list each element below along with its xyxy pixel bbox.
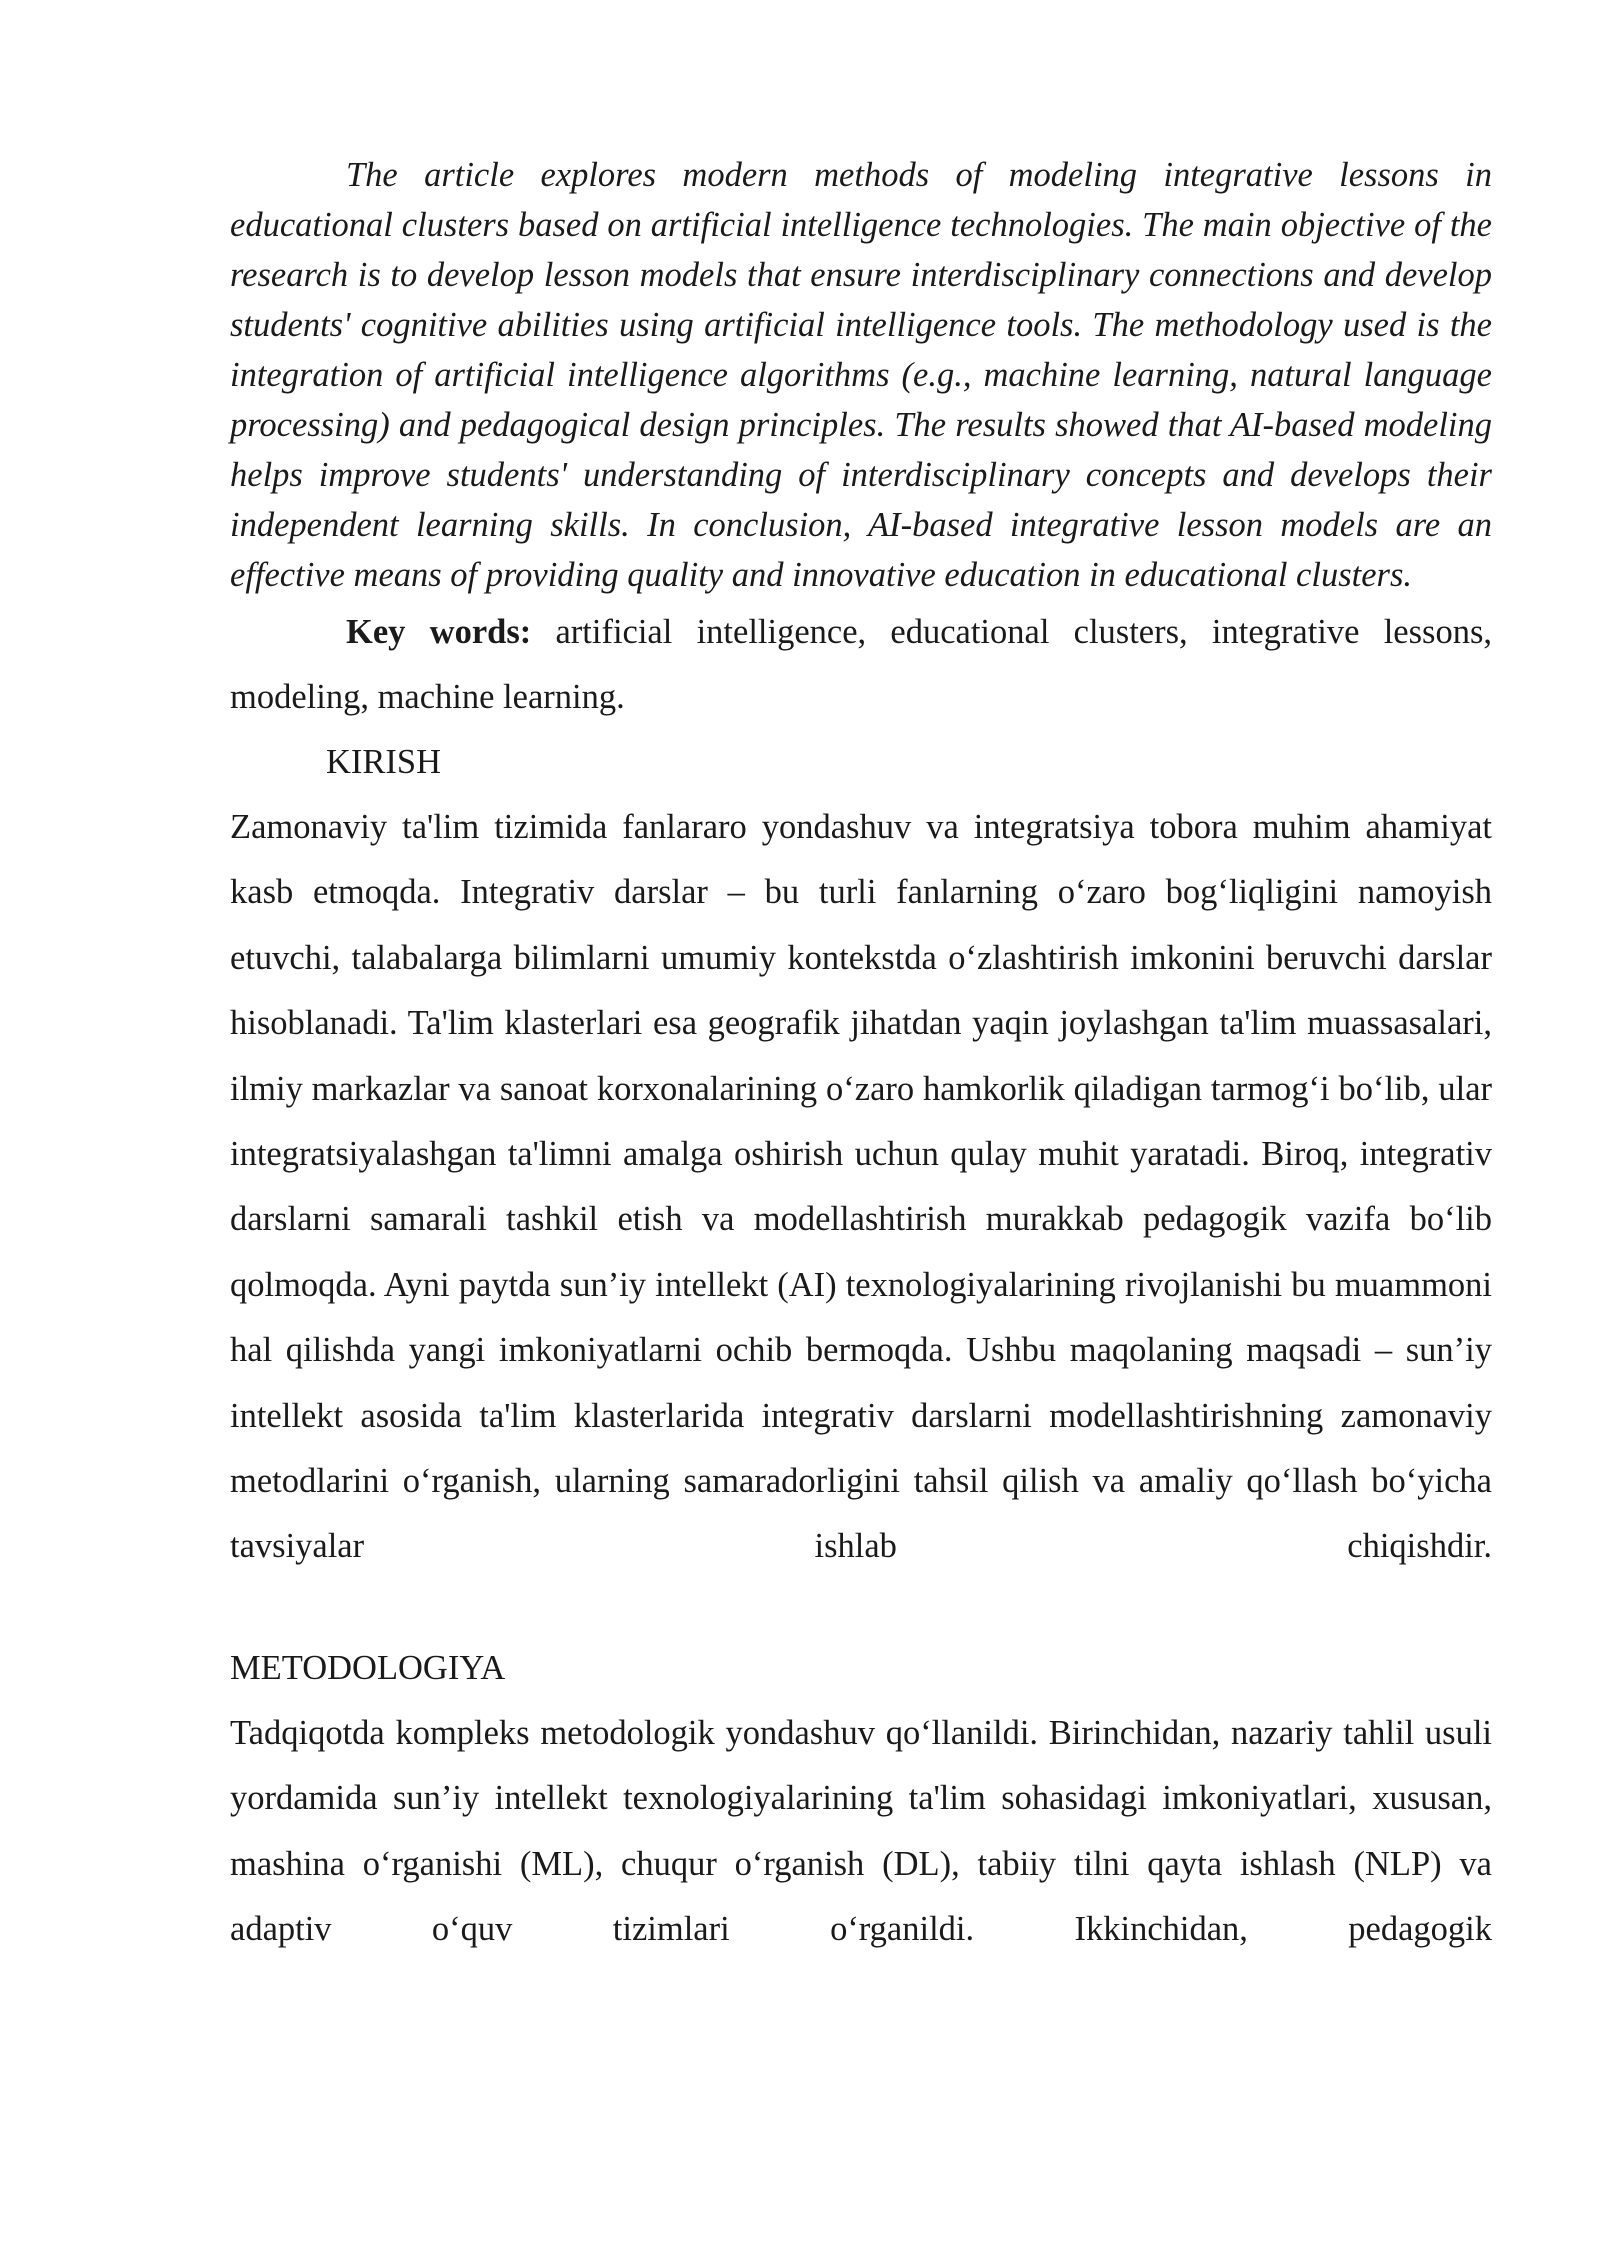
method-paragraph: Tadqiqotda kompleks metodologik yondashuv qo‘llanildi. Birinchidan, nazariy tahlil usuli yordamida sun’iy intellekt texnologiyalarining ta'lim sohasidagi imkoniyatlari, xususan, mashina o‘rganishi (ML), chuqur o‘rganish (DL), tabiiy tilni qayta ishlash (NLP) va adaptiv o‘quv tizimlari o‘rganildi. Ikkinchidan, pedagogik	[230, 1713, 1492, 1949]
keywords-label: Key words:	[346, 613, 532, 651]
section-heading-method: METODOLOGIYA	[230, 1648, 506, 1687]
section-heading-intro: KIRISH	[326, 743, 442, 781]
keywords-text: artificial intelligence, educational clusters, integrative lessons, modeling, machine learning.	[230, 613, 1492, 716]
abstract-paragraph: The article explores modern methods of modeling integrative lessons in educational clusters based on artificial intelligence technologies. The main objective of the research is to develop lesson models that ensure interdisciplinary connections and develop students' cognitive abilities using artificial intelligence tools. The methodology used is the integration of artificial intelligence algorithms (e.g., machine learning, natural language processing) and pedagogical design principles. The results showed that AI-based modeling helps improve students' understanding of interdisciplinary concepts and develops their independent learning skills. In conclusion, AI-based integrative lesson models are an effective means of providing quality and innovative education in educational clusters.	[230, 156, 1492, 594]
keywords-paragraph	[230, 600, 1492, 730]
document-page	[230, 150, 1492, 1963]
intro-paragraph: Zamonaviy ta'lim tizimida fanlararo yondashuv va integratsiya tobora muhim ahamiyat kasb etmoqda. Integrativ darslar – bu turli fanlarning o‘zaro bog‘liqligini namoyish etuvchi, talabalarga bilimlarni umumiy kontekstda o‘zlashtirish imkonini beruvchi darslar hisoblanadi. Ta'lim klasterlari esa geografik jihatdan yaqin joylashgan ta'lim muassasalari, ilmiy markazlar va sanoat korxonalarining o‘zaro hamkorlik qiladigan tarmog‘i bo‘lib, ular integratsiyalashgan ta'limni amalga oshirish uchun qulay muhit yaratadi. Biroq, integrativ darslarni samarali tashkil etish va modellashtirish murakkab pedagogik vazifa bo‘lib qolmoqda. Ayni paytda sun’iy intellekt (AI) texnologiyalarining rivojlanishi bu muammoni hal qilishda yangi imkoniyatlarni ochib bermoqda. Ushbu maqolaning maqsadi – sun’iy intellekt asosida ta'lim klasterlarida integrativ darslarni modellashtirishning zamonaviy metodlarini o‘rganish, ularning samaradorligini tahsil qilish va amaliy qo‘llash bo‘yicha tavsiyalar ishlab chiqishdir.	[230, 808, 1492, 1566]
